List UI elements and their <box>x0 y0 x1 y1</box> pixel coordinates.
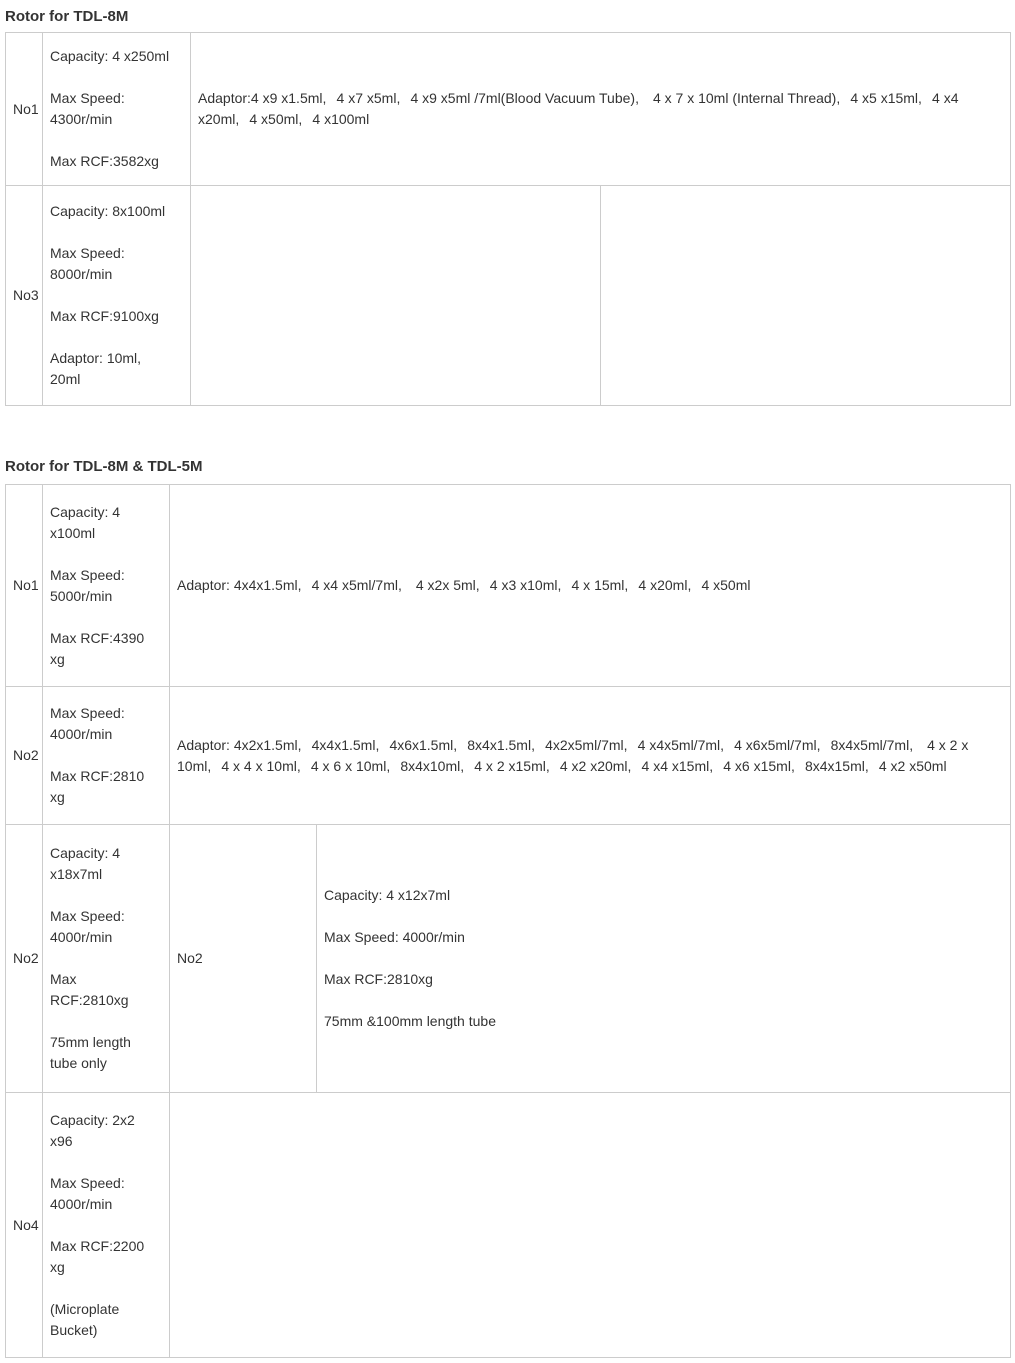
empty-cell <box>170 1093 1011 1358</box>
adaptor-list: Adaptor:4 x9 x1.5ml, 4 x7 x5ml, 4 x9 x5ml /7ml(Blood Vacuum Tube), 4 x 7 x 10ml (Internal Thread), 4 x5 x15ml, 4 x4 x20ml, 4 x50ml, 4 x100ml <box>198 88 998 130</box>
rotor-no-label: No1 <box>13 100 39 117</box>
spec-max-rcf: Max RCF:2810xg <box>50 971 129 1008</box>
ideographic-comma: , <box>816 736 821 753</box>
rotor-no-cell <box>6 825 43 1093</box>
ideographic-comma: , <box>297 577 302 593</box>
rotor-spec-cell <box>43 485 170 687</box>
ideographic-comma: , <box>322 90 327 106</box>
spec-max-speed: Max Speed: 8000r/min <box>50 245 125 282</box>
ideographic-comma: , <box>297 736 302 753</box>
ideographic-comma: , <box>545 757 550 774</box>
ideographic-comma: , <box>207 757 212 774</box>
spec-max-rcf: Max RCF:2810xg <box>324 971 433 987</box>
rotor-no-cell <box>6 1093 43 1358</box>
section-title-rotor-tdl8m-tdl5m: Rotor for TDL-8M & TDL-5M <box>5 458 203 475</box>
rotor-no-label: No4 <box>13 1216 39 1233</box>
ideographic-comma: , <box>790 757 795 774</box>
rotor-table-tdl8m-tdl5m <box>5 484 1011 1358</box>
spec-adaptor: Adaptor: 10ml,20ml <box>50 348 178 390</box>
rotor-spec-cell <box>43 825 170 1093</box>
spec-capacity: Capacity: 2x2 x96 <box>50 1111 135 1149</box>
table-row-no1 <box>6 33 1011 186</box>
spec-max-speed: Max Speed: 4000r/min <box>50 1174 125 1212</box>
table-row-no2 <box>6 687 1011 825</box>
ideographic-comma: , <box>836 90 841 106</box>
spec-tube-length: 75mm length tube only <box>50 1034 131 1071</box>
spec-tube-length: 75mm &100mm length tube <box>324 1013 496 1029</box>
ideographic-comma: , <box>460 757 465 774</box>
ideographic-comma: , <box>687 577 692 593</box>
rotor-spec-cell <box>43 186 191 406</box>
table-row-no1 <box>6 485 1011 687</box>
spec-max-rcf: Max RCF:2810 xg <box>50 768 145 805</box>
rotor-adaptor-cell <box>170 687 1011 825</box>
ideographic-comma: , <box>557 577 562 593</box>
ideographic-comma: , <box>624 577 629 593</box>
rotor-no-label: No3 <box>13 287 39 303</box>
ideographic-comma: , <box>397 577 402 593</box>
ideographic-comma: , <box>720 736 725 753</box>
rotor-no-cell <box>6 687 43 825</box>
ideographic-comma: , <box>298 111 303 127</box>
rotor-no-cell <box>6 33 43 186</box>
table-row-no3 <box>6 186 1011 406</box>
ideographic-comma: , <box>375 736 380 753</box>
ideographic-comma: , <box>453 736 458 753</box>
ideographic-comma: , <box>396 90 401 106</box>
ideographic-comma: , <box>709 757 714 774</box>
spec-capacity: Capacity: 4 x100ml <box>50 503 121 541</box>
ideographic-comma: , <box>386 757 391 774</box>
ideographic-comma: , <box>623 736 628 753</box>
ideographic-comma: , <box>627 757 632 774</box>
spec-max-rcf: Max RCF:2200 xg <box>50 1237 145 1275</box>
table-row-no4 <box>6 1093 1011 1358</box>
rotor-spec-cell <box>43 687 170 825</box>
adaptor-list: Adaptor: 4x2x1.5ml, 4x4x1.5ml, 4x6x1.5ml, 8x4x1.5ml, 4x2x5ml/7ml, 4 x4x5ml/7ml, 4 x6x5ml/7ml, 8x4x5ml/7ml, 4 x 2 x 10ml, 4 x 4 x 10ml, 4 x 6 x 10ml, 8x4x10ml, 4 x 2 x15ml, 4 x2 x20ml, 4 x4 x15ml, 4 x6 x15ml, 8x4x15ml, 4 x2 x50ml <box>177 735 998 777</box>
rotor-table-tdl8m <box>5 32 1011 406</box>
section-title-rotor-tdl8m: Rotor for TDL-8M <box>5 8 129 25</box>
rotor-no-cell <box>6 186 43 406</box>
rotor-no-label: No2 <box>177 950 203 966</box>
ideographic-comma: , <box>918 90 922 106</box>
ideographic-comma: , <box>864 757 869 774</box>
rotor-adaptor-cell <box>191 33 1011 186</box>
spec-max-speed: Max Speed: 4300r/min <box>50 90 125 127</box>
spec-max-speed: Max Speed: 4000r/min <box>324 929 465 945</box>
rotor-spec-cell <box>43 1093 170 1358</box>
spec-bucket-type: (Microplate Bucket) <box>50 1300 120 1338</box>
spec-capacity: Capacity: 8x100ml <box>50 203 166 219</box>
rotor-no-cell <box>6 485 43 687</box>
ideographic-comma: , <box>475 577 480 593</box>
spec-max-speed: Max Speed: 4000r/min <box>50 908 125 945</box>
adaptor-list: Adaptor: 4x4x1.5ml, 4 x4 x5ml/7ml, 4 x2x 5ml, 4 x3 x10ml, 4 x 15ml, 4 x20ml, 4 x50ml <box>177 575 998 596</box>
rotor-adaptor-cell <box>170 485 1011 687</box>
rotor-no-label: No2 <box>13 950 39 966</box>
ideographic-comma: , <box>235 111 240 127</box>
spec-max-rcf: Max RCF:4390 xg <box>50 629 145 667</box>
rotor-no-label: No2 <box>13 747 39 763</box>
ideographic-comma: , <box>531 736 535 753</box>
table-row-no2-buckets <box>6 825 1011 1093</box>
spec-capacity: Capacity: 4 x18x7ml <box>50 845 121 882</box>
ideographic-comma: , <box>635 90 639 106</box>
spec-max-rcf: Max RCF:3582xg <box>50 153 159 169</box>
rotor-spec-cell <box>43 33 191 186</box>
ideographic-comma: , <box>909 736 914 753</box>
rotor-no-cell-secondary <box>170 825 317 1093</box>
empty-cell <box>601 186 1011 406</box>
rotor-no-label: No1 <box>13 577 39 593</box>
rotor-spec-cell-secondary <box>317 825 1011 1093</box>
empty-cell <box>191 186 601 406</box>
ideographic-comma: , <box>137 350 142 366</box>
spec-capacity: Capacity: 4 x250ml <box>50 48 170 64</box>
spec-max-rcf: Max RCF:9100xg <box>50 308 159 324</box>
spec-max-speed: Max Speed: 4000r/min <box>50 705 125 742</box>
ideographic-comma: , <box>296 757 301 774</box>
spec-capacity: Capacity: 4 x12x7ml <box>324 887 451 903</box>
spec-max-speed: Max Speed: 5000r/min <box>50 566 125 604</box>
